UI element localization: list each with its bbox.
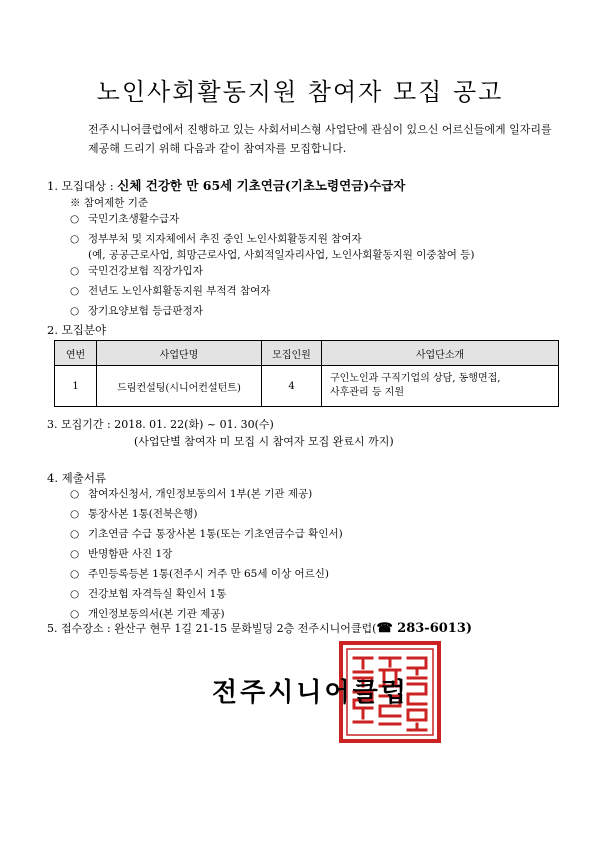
header-desc: 사업단소개 (322, 341, 559, 366)
list-item: (예, 공공근로사업, 희망근로사업, 사회적일자리사업, 노인사회활동지원 이중참여 등) (88, 249, 475, 261)
list-item: ○ 통장사본 1통(전북은행) (70, 508, 198, 520)
list-item: ○ 정부부처 및 지자체에서 추진 중인 노인사회활동지원 참여자 (70, 233, 362, 245)
list-item: ○ 국민기초생활수급자 (70, 213, 180, 225)
location-text: 5. 접수장소 : 완산구 현무 1길 21-15 문화빌딩 2층 전주시니어클럽( (47, 622, 377, 635)
target-text: 신체 건강한 만 65세 기초연금(기초노령연금)수급자 (117, 178, 406, 193)
header-name: 사업단명 (97, 341, 262, 366)
section-documents-label: 4. 제출서류 (47, 471, 107, 485)
list-item: ○ 참여자신청서, 개인정보동의서 1부(본 기관 제공) (70, 488, 313, 500)
list-item: ○ 기초연금 수급 통장사본 1통(또는 기초연금수급 확인서) (70, 528, 343, 540)
list-item: ○ 건강보험 자격득실 확인서 1통 (70, 588, 227, 600)
cell-name: 드림컨설팅(시니어컨설턴트) (97, 366, 262, 407)
list-item: ○ 반명함판 사진 1장 (70, 548, 173, 560)
list-item: ○ 주민등록등본 1통(전주시 거주 만 65세 이상 어르신) (70, 568, 329, 580)
period-note: (사업단별 참여자 미 모집 시 참여자 모집 완료시 까지) (134, 435, 394, 448)
cell-count: 4 (262, 366, 322, 407)
section-fields-label: 2. 모집분야 (47, 323, 107, 337)
section-recruit-target (47, 176, 405, 194)
header-no: 연번 (55, 341, 97, 366)
restriction-list (70, 206, 474, 321)
list-item: ○ 전년도 노인사회활동지원 부적격 참여자 (70, 285, 271, 297)
cell-desc: 구인노인과 구직기업의 상담, 동행면접, 사후관리 등 지원 (322, 366, 559, 407)
phone-number: ☎ 283-6013) (376, 621, 473, 636)
table-header-row (55, 341, 559, 366)
documents-list (70, 482, 343, 624)
organization-signature: 전주시니어클럽 (212, 678, 409, 708)
table-row (55, 366, 559, 407)
fields-table (54, 340, 559, 407)
list-item: ○ 개인정보동의서(본 기관 제공) (70, 608, 225, 620)
page-title: 노인사회활동지원 참여자 모집 공고 (96, 78, 504, 106)
section-label: 1. 모집대상 : (47, 179, 118, 193)
list-item: ○ 국민건강보험 직장가입자 (70, 265, 203, 277)
intro-paragraph: 전주시니어클럽에서 진행하고 있는 사회서비스형 사업단에 관심이 있으신 어르신들에게 일자리를 제공해 드리기 위해 다음과 같이 참여자를 모집합니다. (88, 123, 552, 155)
period-line: 3. 모집기간 : 2018. 01. 22(화) ~ 01. 30(수) (47, 418, 274, 431)
cell-no: 1 (55, 366, 97, 407)
list-item: ○ 장기요양보험 등급판정자 (70, 305, 203, 317)
section-location (47, 620, 472, 636)
header-count: 모집인원 (262, 341, 322, 366)
section-period (47, 416, 394, 450)
restriction-note: ※ 참여제한 기준 (70, 197, 149, 209)
